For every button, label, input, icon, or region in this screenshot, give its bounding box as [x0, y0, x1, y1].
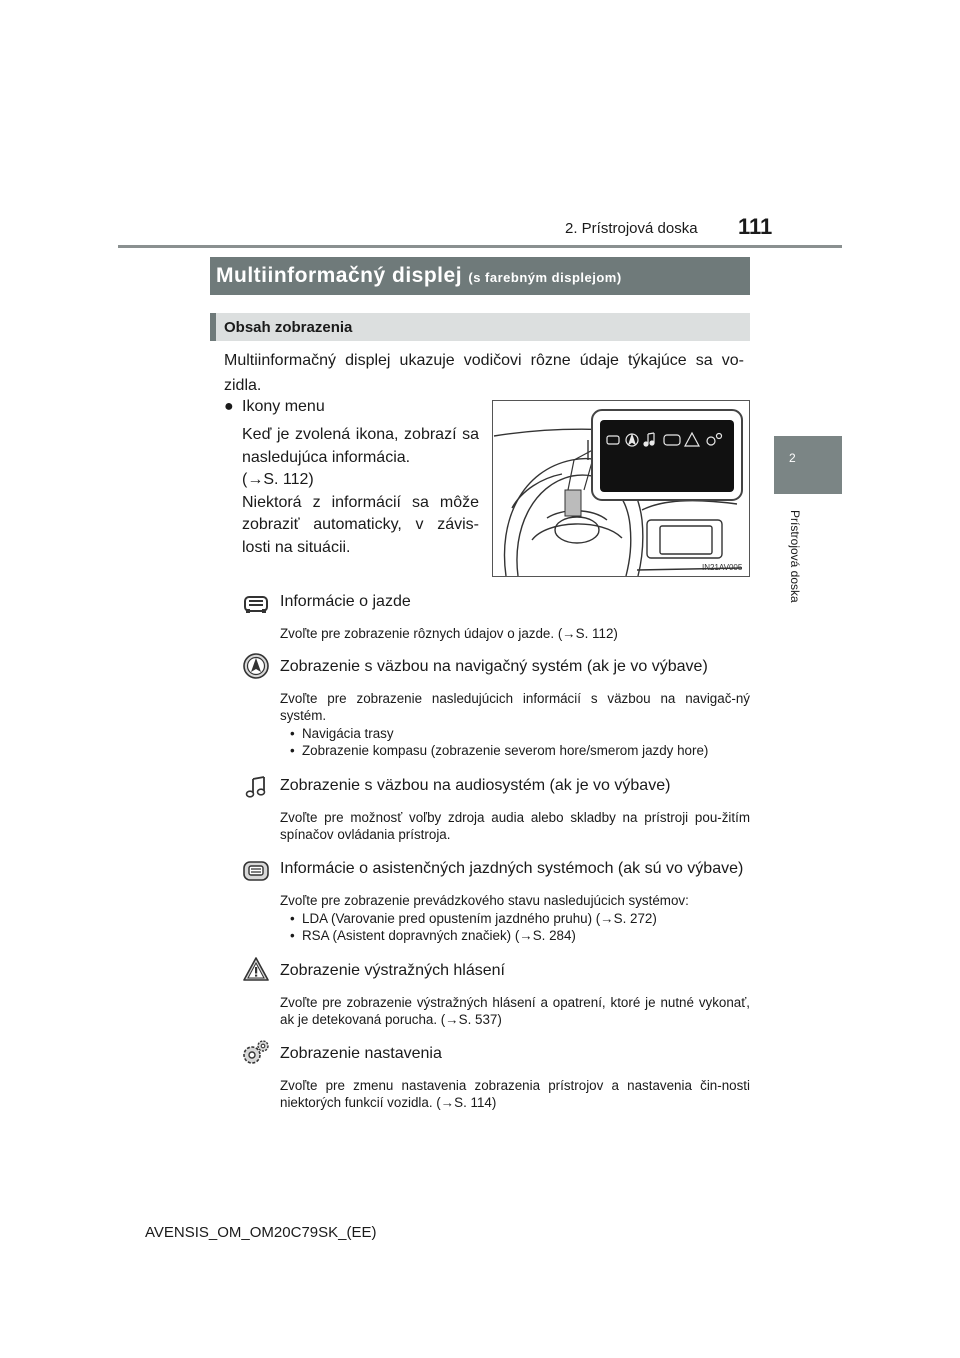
list-item: • RSA (Asistent dopravných značiek) (→S. 284) — [280, 927, 657, 944]
chapter-tab-label: Prístrojová doska — [788, 510, 802, 603]
entry-title: Zobrazenie výstražných hlásení — [280, 962, 505, 979]
entry-description: Zvoľte pre zmenu nastavenia zobrazenia prístrojov a nastavenia čin-nosti niektorých funkcií vozidla. (→S. 114) — [280, 1078, 750, 1110]
subheader-accent — [210, 313, 216, 341]
illustration-code: IN21AV005 — [702, 563, 743, 572]
entry-list — [280, 725, 708, 759]
page-title-sub: (s farebným displejom) — [468, 270, 622, 285]
entry-description: Zvoľte pre zobrazenie nasledujúcich informácií s väzbou na navigač-ný systém. — [280, 691, 750, 723]
page-number: 111 — [738, 214, 773, 239]
entry-title: Zobrazenie nastavenia — [280, 1045, 442, 1062]
entry-description: Zvoľte pre zobrazenie rôznych údajov o jazde. (→S. 112) — [280, 626, 618, 641]
intro-paragraph: Multiinformačný displej ukazuje vodičovi rôzne údaje týkajúce sa vo-zidla. — [224, 352, 744, 394]
warning-triangle-icon — [242, 955, 270, 983]
entry-description: Zvoľte pre zobrazenie výstražných hlásení a opatrení, ktoré je nutné vykonať, ak je detekovaná porucha. (→S. 537) — [280, 995, 750, 1027]
entry-title: Zobrazenie s väzbou na audiosystém (ak je vo výbave) — [280, 777, 671, 794]
bullet-desc-1: Keď je zvolená ikona, zobrazí sa nasledujúca informácia. — [242, 426, 479, 466]
page-title — [216, 264, 622, 288]
music-note-icon — [242, 773, 270, 801]
chapter-tab-number: 2 — [789, 451, 796, 465]
entry-list — [280, 910, 657, 944]
subheader-label: Obsah zobrazenia — [224, 319, 353, 336]
driving-assist-icon — [242, 856, 270, 884]
bullet-desc-ref: (→S. 112) — [242, 471, 314, 488]
document-footer: AVENSIS_OM_OM20C79SK_(EE) — [145, 1224, 377, 1241]
list-item: • Navigácia trasy — [280, 725, 708, 742]
chapter-tab — [774, 436, 842, 494]
header-rule — [118, 245, 842, 248]
page-title-main: Multiinformačný displej — [216, 264, 463, 287]
list-item: • LDA (Varovanie pred opustením jazdného pruhu) (→S. 272) — [280, 910, 657, 927]
entry-title: Informácie o jazde — [280, 593, 411, 610]
running-header-section: 2. Prístrojová doska — [565, 220, 698, 237]
settings-gears-icon — [240, 1038, 270, 1068]
bullet-icon: ● — [224, 398, 234, 415]
vehicle-info-icon — [242, 589, 270, 617]
entry-description: Zvoľte pre zobrazenie prevádzkového stavu nasledujúcich systémov: — [280, 893, 689, 908]
bullet-desc-2: Niektorá z informácií sa môže zobraziť automaticky, v závis-losti na situácii. — [242, 493, 479, 556]
bullet-title: Ikony menu — [242, 398, 325, 415]
list-item: • Zobrazenie kompasu (zobrazenie severom hore/smerom jazdy hore) — [280, 742, 708, 759]
entry-title: Informácie o asistenčných jazdných systémoch (ak sú vo výbave) — [280, 860, 744, 877]
bullet-description — [242, 424, 479, 559]
navigation-icon — [242, 652, 270, 680]
entry-title: Zobrazenie s väzbou na navigačný systém (ak je vo výbave) — [280, 658, 708, 675]
dashboard-illustration — [492, 400, 750, 577]
entry-description: Zvoľte pre možnosť voľby zdroja audia alebo skladby na prístroji pou-žitím spínačov ovládania prístroja. — [280, 810, 750, 842]
